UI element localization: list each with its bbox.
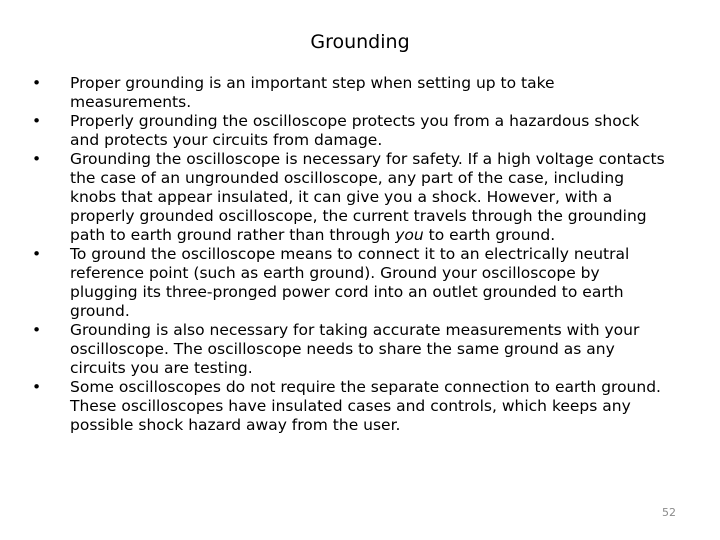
bullet-marker: • [32, 321, 42, 339]
bullet-list [32, 74, 672, 435]
bullet-item [32, 74, 672, 112]
bullet-marker: • [32, 74, 42, 92]
bullet-item [32, 245, 672, 321]
bullet-text: Some oscilloscopes do not require the separate connection to earth ground. These oscilloscopes have insulated cases and controls, which keeps any possible shock hazard away from the user. [70, 378, 661, 434]
bullet-emphasis: you [395, 226, 424, 244]
bullet-item [32, 321, 672, 378]
bullet-text: To ground the oscilloscope means to connect it to an electrically neutral reference point (such as earth ground). Ground your oscilloscope by plugging its three-pronged power cord into an outlet grounded to earth ground. [70, 245, 630, 320]
bullet-text: Grounding is also necessary for taking accurate measurements with your oscilloscope. The oscilloscope needs to share the same ground as any circuits you are testing. [70, 321, 640, 377]
bullet-item [32, 150, 672, 245]
bullet-marker: • [32, 378, 42, 396]
bullet-item [32, 112, 672, 150]
page-number: 52 [662, 506, 676, 519]
slide-title: Grounding [310, 31, 410, 53]
bullet-marker: • [32, 245, 42, 263]
bullet-text-after: to earth ground. [423, 226, 556, 244]
bullet-marker: • [32, 150, 42, 168]
bullet-text: Properly grounding the oscilloscope protects you from a hazardous shock and protects your circuits from damage. [70, 112, 640, 149]
bullet-text: Proper grounding is an important step when setting up to take measurements. [70, 74, 555, 111]
bullet-marker: • [32, 112, 42, 130]
bullet-item [32, 378, 672, 435]
bullet-text-before: Grounding the oscilloscope is necessary for safety. If a high voltage contacts the case of an ungrounded oscilloscope, any part of the case, including knobs that appear insulated, it can give you a shock. However, with a properly grounded oscilloscope, the current travels through the grounding path to earth ground rather than through [70, 150, 665, 244]
